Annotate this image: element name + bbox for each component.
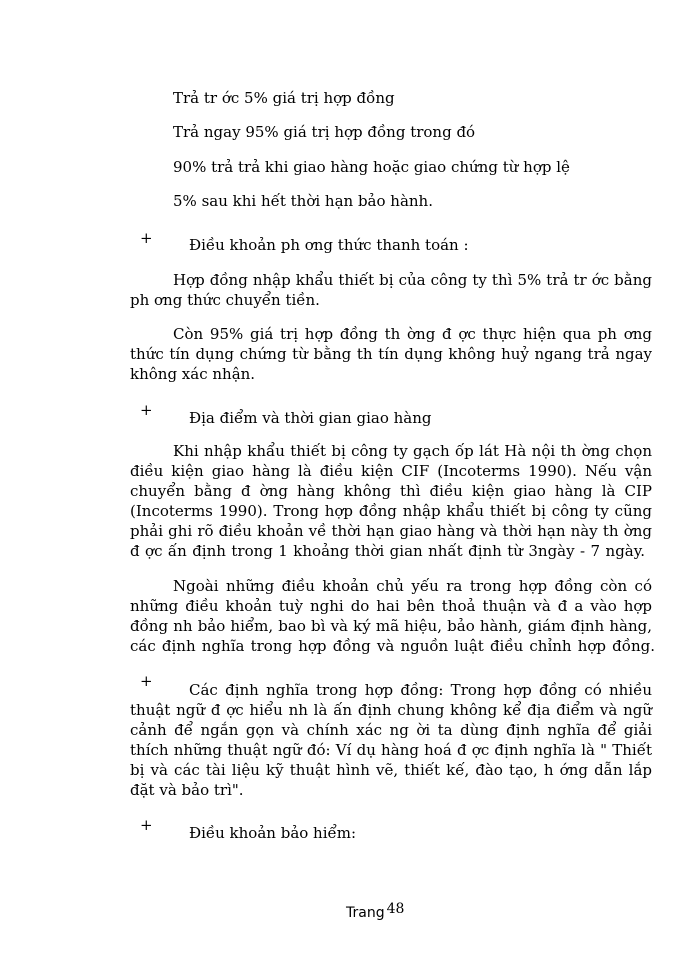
section-heading-payment-method: Điều khoản ph ơng thức thanh toán : [189,236,469,254]
payment-item-warranty: 5% sau khi hết thời hạn bảo hành. [173,192,433,210]
bullet-plus: + [140,672,153,690]
paragraph-line: Ngoài những điều khoản chủ yếu ra trong hợp đồng còn có [173,577,652,595]
paragraph-line: chuyển bằng đ ờng hàng không thì điều kiện giao hàng là CIP [130,482,652,500]
page-footer [346,898,404,919]
paragraph-line: Còn 95% giá trị hợp đồng th ờng đ ợc thực hiện qua ph ơng [173,325,652,343]
paragraph-line: đặt và bảo trì". [130,781,244,799]
section-heading-insurance: Điều khoản bảo hiểm: [189,824,357,842]
paragraph-line: điều kiện giao hàng là điều kiện CIF (Incoterms 1990). Nếu vận [130,462,652,480]
footer-label: Trang [346,905,385,921]
paragraph-line: thức tín dụng chứng từ bằng th tín dụng không huỷ ngang trả ngay [130,345,652,363]
bullet-plus: + [140,401,153,419]
paragraph-line: cảnh để ngắn gọn và chính xác ng ời ta dùng định nghĩa để giải [130,721,652,739]
bullet-plus: + [140,816,153,834]
payment-item-delivery: 90% trả trả khi giao hàng hoặc giao chứng từ hợp lệ [173,158,570,176]
paragraph-line: thích những thuật ngữ đó: Ví dụ hàng hoá đ ợc định nghĩa là " Thiết [130,741,652,759]
paragraph-line: không xác nhận. [130,365,256,383]
paragraph-line: Hợp đồng nhập khẩu thiết bị của công ty thì 5% trả tr ớc bằng [173,271,652,289]
paragraph-line: các định nghĩa trong hợp đồng và nguồn luật điều chỉnh hợp đồng. [130,637,655,655]
payment-item-advance: Trả tr ớc 5% giá trị hợp đồng [173,89,395,107]
paragraph-line: thuật ngữ đ ợc hiểu nh là ấn định chung không kể địa điểm và ngữ [130,701,652,719]
paragraph-line: phải ghi rõ điều khoản về thời hạn giao hàng và thời hạn này th ờng [130,522,652,540]
paragraph-line: bị và các tài liệu kỹ thuật hình vẽ, thiết kế, đào tạo, h ớng dẫn lắp [130,761,652,779]
paragraph-line: đồng nh bảo hiểm, bao bì và ký mã hiệu, bảo hành, giám định hàng, [130,617,652,635]
section-heading-delivery: Địa điểm và thời gian giao hàng [189,409,432,427]
paragraph-line: Khi nhập khẩu thiết bị công ty gạch ốp lát Hà nội th ờng chọn [173,442,652,460]
paragraph-line: ph ơng thức chuyển tiền. [130,291,320,309]
paragraph-line: đ ợc ấn định trong 1 khoảng thời gian nhất định từ 3ngày - 7 ngày. [130,542,645,560]
page-number: 48 [386,901,405,917]
bullet-plus: + [140,229,153,247]
paragraph-line: những điều khoản tuỳ nghi do hai bên thoả thuận và đ a vào hợp [130,597,652,615]
paragraph-line: Các định nghĩa trong hợp đồng: Trong hợp đồng có nhiều [189,681,652,699]
paragraph-line: (Incoterms 1990). Trong hợp đồng nhập khẩu thiết bị công ty cũng [130,502,652,520]
payment-item-immediate: Trả ngay 95% giá trị hợp đồng trong đó [173,123,476,141]
